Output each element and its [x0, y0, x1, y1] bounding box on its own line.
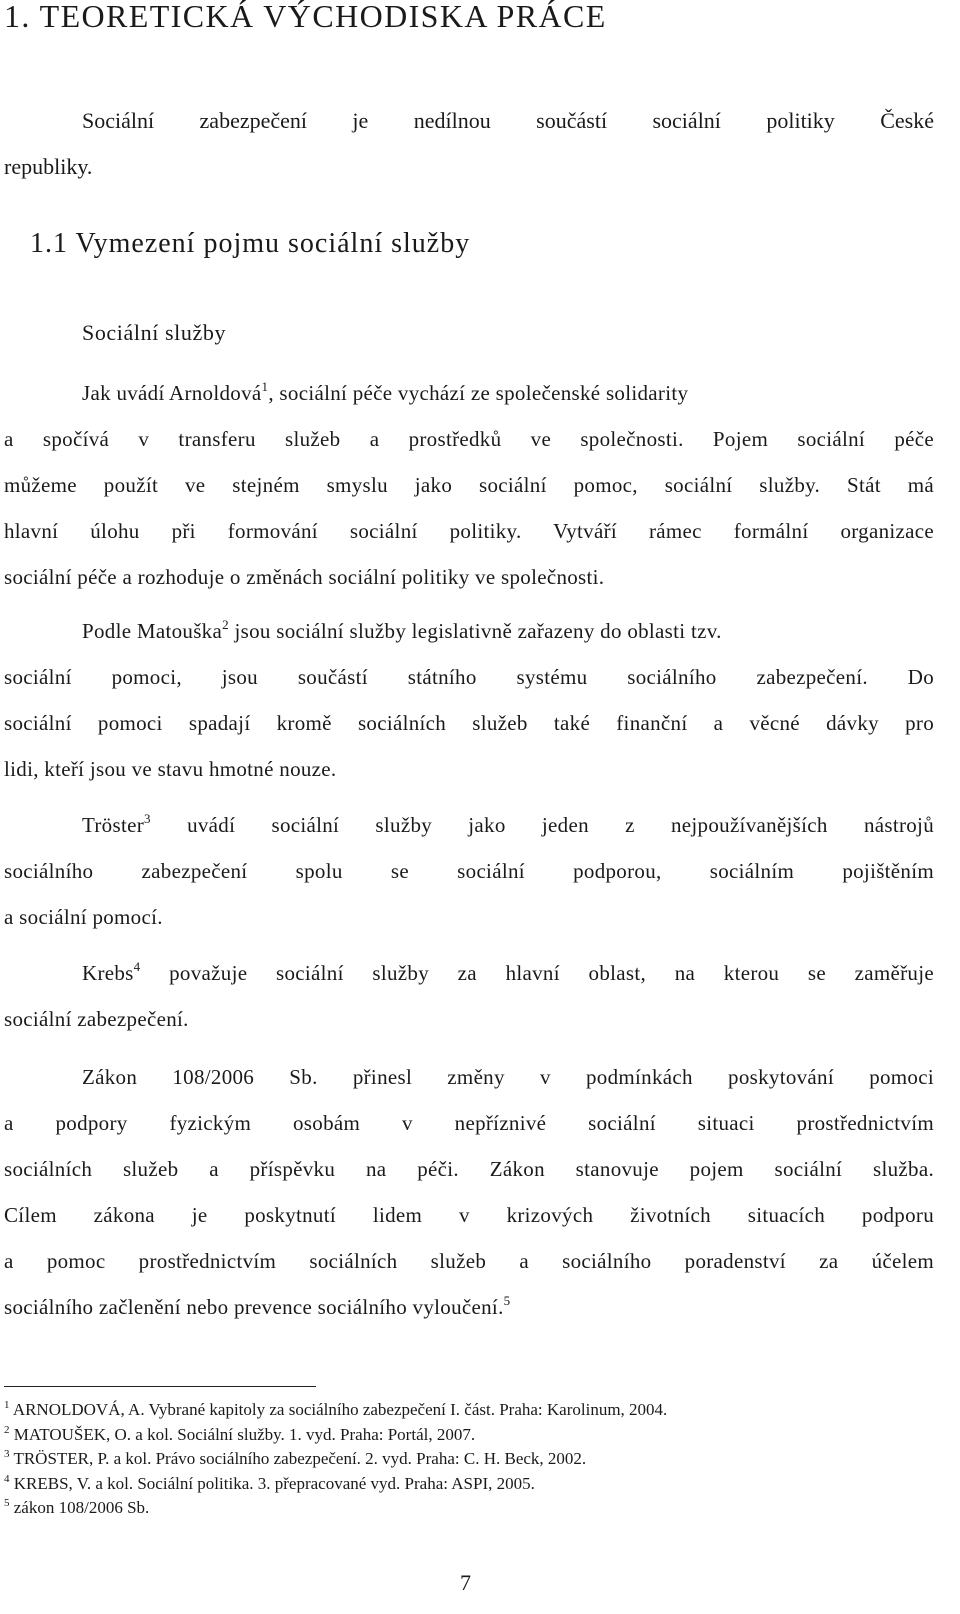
footnote-ref: 4 — [133, 959, 141, 974]
footnote-number: 5 — [4, 1497, 10, 1509]
paragraph-line: sociální zabezpečení. — [4, 1007, 189, 1031]
text-run: Jak uvádí Arnoldová — [82, 381, 262, 405]
footnote — [4, 1447, 934, 1472]
footnote — [4, 1423, 934, 1448]
paragraph-line: lidi, kteří jsou ve stavu hmotné nouze. — [4, 757, 337, 781]
footnote-ref: 2 — [222, 617, 229, 632]
paragraph-matousek — [4, 608, 934, 792]
footnote-separator — [4, 1386, 316, 1387]
footnote-number: 2 — [4, 1423, 10, 1436]
footnote — [4, 1472, 934, 1497]
paragraph-line — [4, 950, 934, 996]
footnote-text: ARNOLDOVÁ, A. Vybrané kapitoly za sociálního zabezpečení I. část. Praha: Karolinum, 2004. — [12, 1400, 668, 1419]
paragraph-line: sociální pomoci spadají kromě sociálních služeb také finanční a věcné dávky pro — [4, 711, 934, 735]
paragraph-krebs — [4, 950, 934, 1042]
footnotes — [4, 1398, 934, 1521]
footnote-ref: 3 — [144, 811, 151, 826]
text-run: považuje sociální služby za hlavní oblast, na kterou se zaměřuje — [140, 961, 934, 985]
paragraph-arnoldova — [4, 370, 934, 600]
text-run: , sociální péče vychází ze společenské solidarity — [268, 381, 689, 405]
page-number: 7 — [460, 1570, 471, 1595]
footnote — [4, 1496, 934, 1521]
footnote-text: MATOUŠEK, O. a kol. Sociální služby. 1. vyd. Praha: Portál, 2007. — [13, 1424, 476, 1444]
footnote-text: zákon 108/2006 Sb. — [13, 1498, 150, 1517]
intro-paragraph — [4, 98, 934, 190]
paragraph-line: hlavní úlohu při formování sociální politiky. Vytváří rámec formální organizace — [4, 519, 934, 543]
paragraph-line: Cílem zákona je poskytnutí lidem v krizových životních situacích podporu — [4, 1203, 934, 1227]
chapter-title: 1. TEORETICKÁ VÝCHODISKA PRÁCE — [4, 0, 607, 34]
footnote-number: 4 — [4, 1472, 10, 1485]
footnote-ref: 1 — [261, 379, 269, 394]
footnote-number: 1 — [4, 1399, 10, 1411]
paragraph-line — [4, 370, 934, 416]
paragraph-line: a spočívá v transferu služeb a prostředků ve společnosti. Pojem sociální péče — [4, 427, 934, 451]
text-run: Tröster — [82, 813, 145, 837]
footnote — [4, 1398, 934, 1423]
paragraph-line: sociální péče a rozhoduje o změnách sociální politiky ve společnosti. — [4, 565, 605, 589]
paragraph-line: sociálních služeb a příspěvku na péči. Zákon stanovuje pojem sociální služba. — [4, 1157, 934, 1181]
paragraph-line: Zákon 108/2006 Sb. přinesl změny v podmínkách poskytování pomoci — [82, 1065, 934, 1089]
paragraph-line — [4, 802, 934, 848]
paragraph-troster — [4, 802, 934, 940]
text-run: jsou sociální služby legislativně zařazeny do oblasti tzv. — [228, 619, 722, 643]
intro-line: republiky. — [4, 154, 93, 179]
subheading: Sociální služby — [82, 320, 227, 345]
intro-line: Sociální zabezpečení je nedílnou součástí sociální politiky České — [82, 108, 934, 133]
text-run: Podle Matouška — [82, 619, 223, 643]
footnote-ref: 5 — [503, 1293, 511, 1308]
section-title: 1.1 Vymezení pojmu sociální služby — [30, 228, 471, 259]
paragraph-line: můžeme použít ve stejném smyslu jako sociální pomoc, sociální služby. Stát má — [4, 473, 934, 497]
paragraph-line: a sociální pomocí. — [4, 905, 163, 929]
footnote-number: 3 — [4, 1448, 10, 1460]
text-run: uvádí sociální služby jako jeden z nejpoužívanějších nástrojů — [150, 813, 934, 837]
text-run: sociálního začlenění nebo prevence sociálního vyloučení. — [4, 1295, 504, 1319]
footnote-text: TRÖSTER, P. a kol. Právo sociálního zabezpečení. 2. vyd. Praha: C. H. Beck, 2002. — [13, 1449, 587, 1468]
paragraph-line — [4, 608, 934, 654]
paragraph-line — [4, 1284, 934, 1330]
text-run: Krebs — [82, 961, 134, 985]
paragraph-line: a podpory fyzickým osobám v nepříznivé sociální situaci prostřednictvím — [4, 1111, 934, 1135]
paragraph-line: a pomoc prostřednictvím sociálních služeb a sociálního poradenství za účelem — [4, 1249, 934, 1273]
paragraph-line: sociálního zabezpečení spolu se sociální podporou, sociálním pojištěním — [4, 859, 934, 883]
footnote-text: KREBS, V. a kol. Sociální politika. 3. přepracované vyd. Praha: ASPI, 2005. — [13, 1473, 535, 1493]
paragraph-zakon — [4, 1054, 934, 1330]
paragraph-line: sociální pomoci, jsou součástí státního systému sociálního zabezpečení. Do — [4, 665, 934, 689]
